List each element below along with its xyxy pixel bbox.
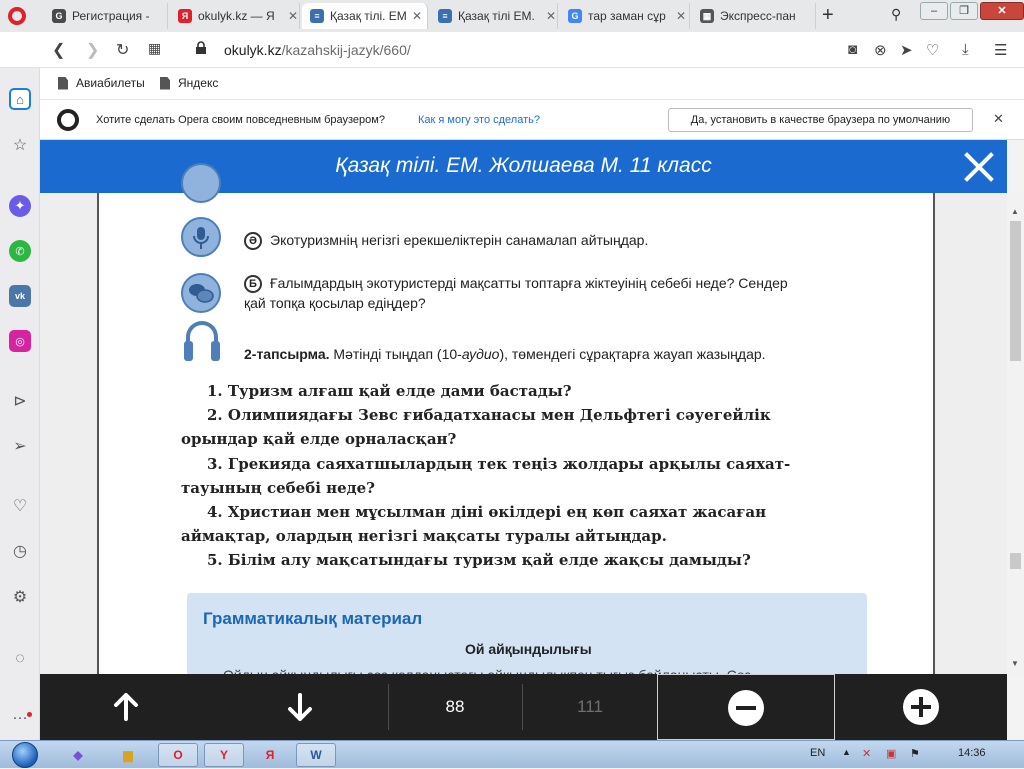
viewer-toolbar [40, 674, 1007, 740]
opera-menu-icon[interactable] [8, 7, 26, 25]
list-item: 2. Олимпиядағы Зевс ғибадатханасы мен Дельфтегі сәуегейлік [207, 406, 771, 424]
list-item: 1. Туризм алғаш қай елде дами бастады? [207, 382, 572, 400]
next-page-button[interactable] [212, 674, 388, 740]
windows-logo-icon [12, 742, 38, 768]
task-audio-ref: аудио [461, 346, 500, 362]
minus-icon [728, 690, 764, 726]
language-indicator[interactable]: EN [810, 747, 826, 759]
network-icon[interactable]: ▣ [886, 748, 897, 760]
set-default-button[interactable]: Да, установить в качестве браузера по умолчанию [668, 108, 973, 132]
yandex-taskbar-icon[interactable]: Я [265, 748, 275, 762]
action-center-icon[interactable]: ⚑ [910, 748, 920, 760]
vertical-scrollbar[interactable] [1007, 193, 1024, 674]
tray-arrow-icon[interactable]: ▲ [842, 747, 851, 757]
tab-title: тар заман сұр [588, 9, 666, 23]
list-item: орындар қай елде орналасқан? [181, 430, 457, 448]
book-icon: ≡ [310, 9, 324, 23]
task-icon [181, 163, 221, 203]
volume-muted-icon[interactable]: ✕ [862, 748, 872, 760]
messenger-icon[interactable]: ✦ [9, 195, 31, 217]
tab-title: Экспресс-пан [720, 9, 796, 23]
task-2-instruction [244, 346, 766, 362]
player-icon[interactable]: ⊳ [13, 393, 27, 410]
task-text: ), төмендегі сұрақтарға жауап жазыңдар. [499, 346, 766, 362]
page-total: 111 [577, 697, 603, 716]
zoom-in-button[interactable] [835, 674, 1007, 740]
yandex-browser-icon[interactable]: Y [204, 743, 244, 767]
notification-message: Хотите сделать Opera своим повседневным браузером? [96, 114, 385, 126]
tab-bar [0, 0, 1024, 32]
restore-button[interactable]: ❐ [950, 2, 978, 20]
discussion-icon [181, 273, 221, 313]
arrow-down-icon [284, 691, 316, 723]
tab-close-icon[interactable]: ✕ [676, 9, 687, 23]
star-icon[interactable]: ☆ [12, 137, 28, 154]
document-viewport[interactable] [40, 193, 1007, 674]
opera-sidebar [0, 68, 40, 740]
search-icon[interactable]: ⚲ [891, 6, 902, 22]
start-button[interactable] [6, 741, 46, 769]
default-browser-notification [40, 100, 1024, 140]
current-page: 88 [445, 697, 465, 716]
minimize-button[interactable]: – [920, 2, 948, 20]
adblock-icon[interactable]: ⊗ [874, 42, 887, 59]
bookmark-aviabilety[interactable] [58, 76, 145, 90]
history-clock-icon[interactable]: ◷ [13, 543, 27, 560]
scroll-thumb[interactable] [1010, 221, 1021, 361]
tab-title: Регистрация - [72, 9, 150, 23]
tab-kazakh-active[interactable] [302, 3, 428, 29]
bookmark-label: Яндекс [178, 76, 219, 90]
total-pages [522, 674, 658, 740]
scroll-up-arrow-icon[interactable]: ▲ [1011, 207, 1019, 216]
tab-title: okulyk.kz — Я [198, 9, 275, 23]
task-label: 2-тапсырма. [244, 346, 330, 362]
question-a [244, 230, 648, 250]
tab-registration[interactable] [44, 3, 168, 29]
my-flow-heart-icon[interactable]: ♡ [12, 498, 28, 515]
instagram-icon[interactable]: ◎ [9, 330, 31, 352]
list-item: аймақтар, олардың негізгі мақсаты туралы айтыңдар. [181, 527, 667, 545]
explorer-folder-icon[interactable]: ▆ [123, 748, 133, 762]
tab-title: Қазақ тілі ЕМ. [458, 9, 535, 23]
download-icon[interactable]: ⤓ [962, 41, 969, 58]
list-item: 5. Білім алу мақсатындағы туризм қай елде жақсы дамыды? [207, 551, 751, 569]
question-b [244, 273, 788, 293]
heart-icon[interactable]: ♡ [926, 42, 940, 59]
more-icon[interactable]: … [12, 706, 28, 723]
bookmarks-bar [40, 68, 1024, 100]
send-icon[interactable]: ➤ [900, 42, 913, 59]
tabs-grid-icon[interactable]: ▦ [148, 40, 162, 56]
app-icon-shell[interactable]: ◆ [73, 748, 83, 762]
address-bar [0, 32, 1024, 68]
lock-icon[interactable] [196, 42, 206, 54]
zoom-out-button[interactable] [657, 674, 835, 740]
plus-icon [903, 689, 939, 725]
question-letter: Б [244, 275, 262, 293]
g-icon: G [52, 9, 66, 23]
book-icon: ≡ [438, 9, 452, 23]
forward-icon[interactable]: ❯ [86, 42, 100, 59]
url-field[interactable] [224, 42, 411, 58]
tab-close-icon[interactable]: ✕ [288, 9, 299, 23]
opera-logo-icon [57, 109, 79, 131]
headphones-icon [184, 321, 220, 361]
tab-title: Қазақ тілі. ЕМ [330, 9, 407, 23]
tab-kazakh-2[interactable] [430, 3, 558, 29]
url-domain: okulyk.kz [224, 42, 282, 58]
camera-icon[interactable]: ◙ [848, 41, 858, 58]
microphone-icon [181, 217, 221, 257]
tab-close-icon[interactable]: ✕ [546, 9, 557, 23]
flow-send-icon[interactable]: ➢ [13, 438, 27, 455]
page-icon [160, 77, 170, 90]
whatsapp-icon[interactable]: ✆ [9, 240, 31, 262]
easy-setup-icon[interactable]: ☰ [994, 42, 1008, 59]
tab-speed-dial[interactable] [692, 3, 816, 29]
question-text-line1: Ғалымдардың экотуристерді мақсатты топтарға жіктеуінің себебі неде? Сендер [270, 275, 788, 291]
google-icon: G [568, 9, 582, 23]
prev-page-button[interactable] [40, 674, 212, 740]
tab-okulyk-yandex[interactable] [170, 3, 300, 29]
book-page [97, 193, 935, 674]
tab-google-search[interactable] [560, 3, 690, 29]
home-icon[interactable]: ⌂ [9, 88, 31, 110]
list-item: тауының себебі неде? [181, 479, 375, 497]
url-path: /kazahskij-jazyk/660/ [281, 42, 411, 58]
bookmark-label: Авиабилеты [76, 76, 145, 90]
reload-icon[interactable]: ↻ [116, 42, 130, 59]
new-tab-button[interactable]: + [822, 4, 834, 26]
question-text-line2: қай топқа қосылар едіңдер? [244, 295, 426, 311]
task-text: Мәтінді тыңдап (10- [333, 346, 462, 362]
tips-bulb-icon[interactable]: ◌ [15, 650, 25, 667]
scroll-down-arrow-icon[interactable]: ▼ [1011, 659, 1019, 668]
list-item: 4. Христиан мен мұсылман діні өкілдері ең көп саяхат жасаған [207, 503, 767, 521]
vk-icon[interactable]: vk [9, 285, 31, 307]
close-viewer-icon[interactable] [958, 146, 1000, 188]
grammar-box [187, 593, 867, 683]
list-item: 3. Грекияда саяхатшылардың тек теңіз жолдары арқылы саяхат- [207, 455, 791, 473]
yandex-icon: Я [178, 9, 192, 23]
grammar-subtitle: Ой айқындылығы [465, 641, 592, 657]
opera-taskbar-icon[interactable]: O [158, 743, 198, 767]
page-icon [58, 77, 68, 90]
clock[interactable]: 14:36 [958, 747, 986, 759]
page-number-input[interactable] [388, 674, 522, 740]
how-to-link[interactable]: Как я могу это сделать? [418, 114, 540, 126]
question-text: Экотуризмнің негізгі ерекшеліктерін санамалап айтыңдар. [270, 232, 649, 248]
grid-icon: ▦ [700, 9, 714, 23]
word-icon[interactable]: W [296, 743, 336, 767]
question-letter: Ә [244, 232, 262, 250]
grammar-title: Грамматикалық материал [203, 609, 423, 628]
back-icon[interactable]: ❮ [52, 42, 66, 59]
viewer-title: Қазақ тілі. ЕМ. Жолшаева М. 11 класс [335, 154, 712, 177]
bookmark-yandex[interactable] [160, 76, 218, 90]
close-window-button[interactable]: ✕ [980, 2, 1024, 20]
windows-taskbar [0, 740, 1024, 768]
tab-close-icon[interactable]: ✕ [412, 9, 423, 23]
arrow-up-icon [110, 691, 142, 723]
settings-gear-icon[interactable]: ⚙ [12, 589, 28, 606]
scroll-thumb-secondary[interactable] [1010, 553, 1021, 569]
close-notification-icon[interactable]: ✕ [993, 111, 1004, 126]
